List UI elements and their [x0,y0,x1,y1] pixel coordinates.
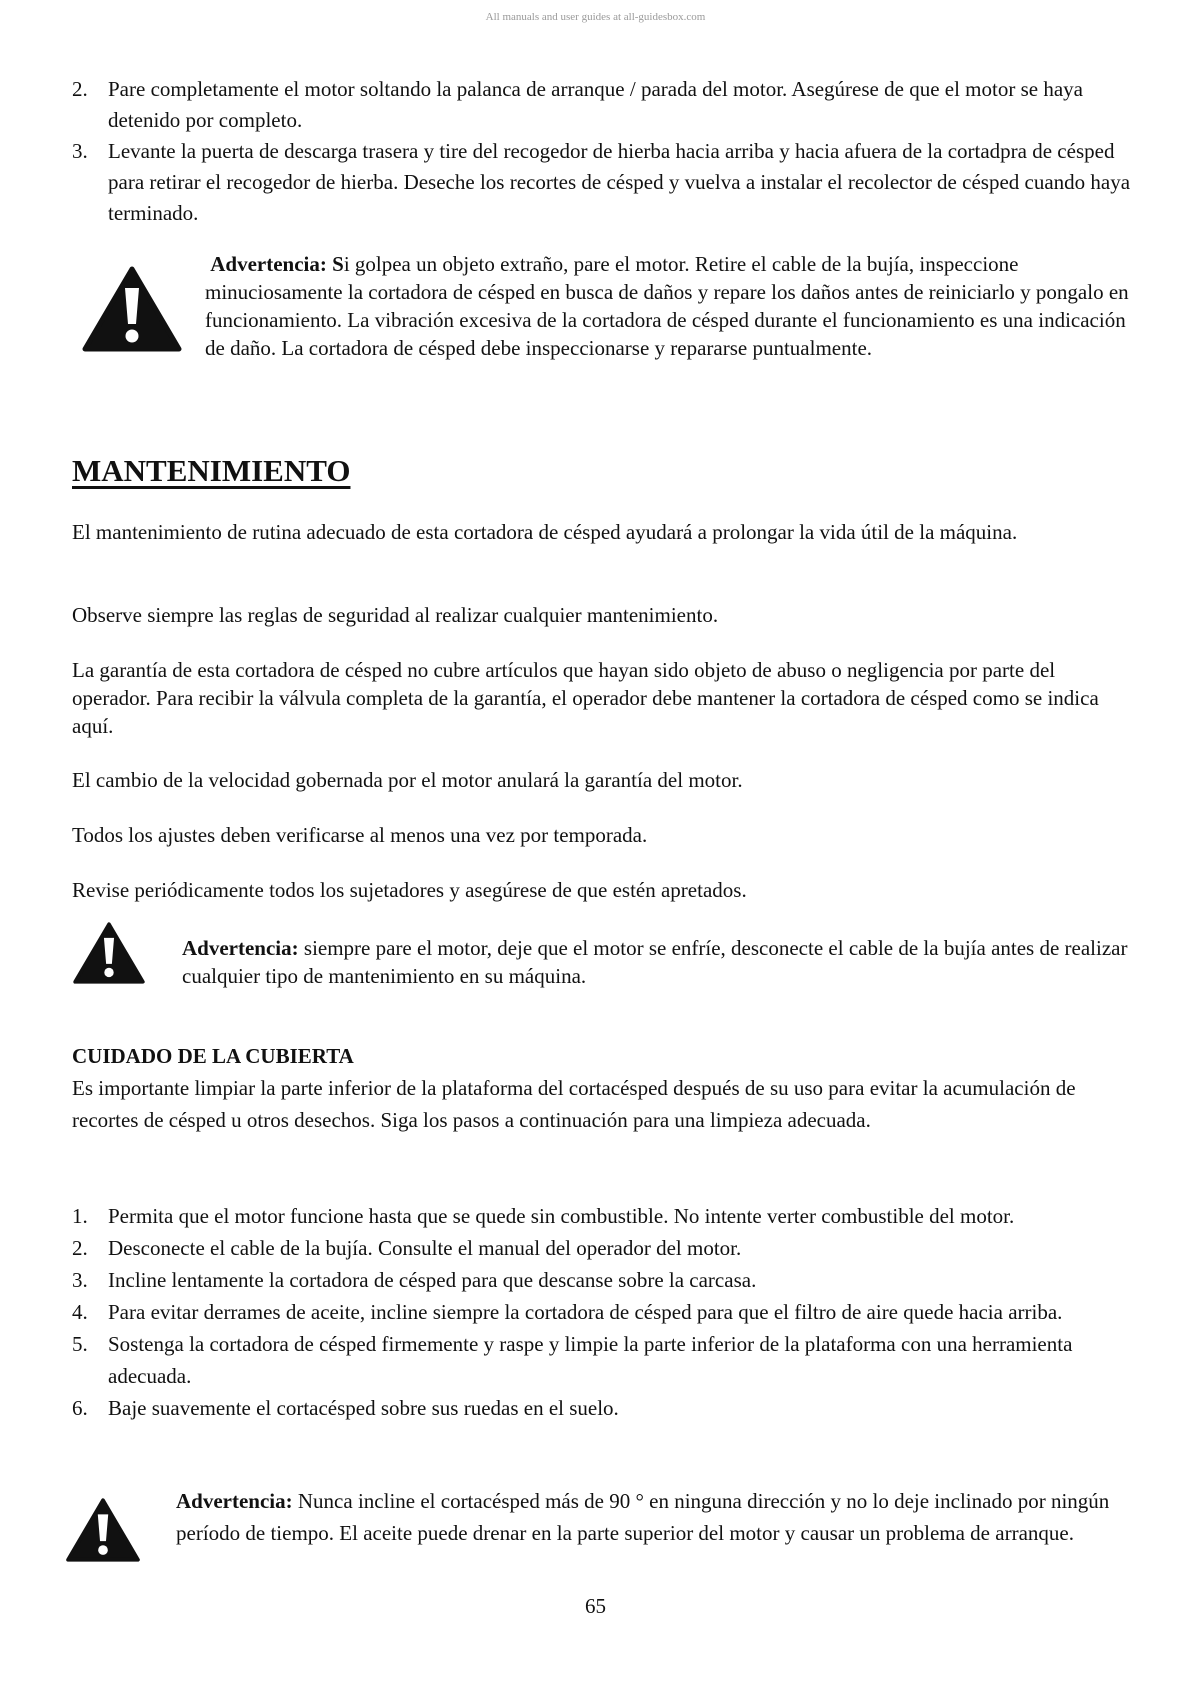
warning-label: Advertencia: S [210,252,344,276]
paragraph: Revise periódicamente todos los sujetadores y asegúrese de que estén apretados. [72,878,747,902]
page-number: 65 [585,1594,606,1618]
warning-text [205,250,1130,362]
list-item [72,74,1132,136]
list-text: Para evitar derrames de aceite, incline siempre la cortadora de césped para que el filtro de aire quede hacia arriba. [108,1300,1063,1324]
paragraph: El mantenimiento de rutina adecuado de esta cortadora de césped ayudará a prolongar la vida útil de la máquina. [72,520,1018,544]
warning-body: Nunca incline el cortacésped más de 90 ° en ninguna dirección y no lo deje inclinado por ningún período de tiempo. El aceite puede drenar en la parte superior del motor y causar un problema de arranque. [176,1489,1110,1545]
warning-triangle-icon [65,1498,141,1562]
list-text: Desconecte el cable de la bujía. Consulte el manual del operador del motor. [108,1236,742,1260]
list-number: 2. [72,77,88,101]
watermark: All manuals and user guides at all-guidesbox.com [485,11,706,23]
list-text: Incline lentamente la cortadora de césped para que descanse sobre la carcasa. [108,1268,757,1292]
warning-triangle-icon [72,922,146,984]
warning-body: i golpea un objeto extraño, pare el motor. Retire el cable de la bujía, inspeccione minuciosamente la cortadora de césped en busca de daños y repare los daños antes de reiniciarlo y pongalo en funcionamiento. La vibración excesiva de la cortadora de césped durante el funcionamiento es una indicación de daño. La cortadora de césped debe inspeccionarse y repararse puntualmente. [205,252,1129,360]
section-title: MANTENIMIENTO [72,453,351,488]
warning-label: Advertencia: [176,1489,293,1513]
warning-text [176,1485,1136,1549]
list-text: Pare completamente el motor soltando la palanca de arranque / parada del motor. Asegúrese de que el motor se haya detenido por completo. [108,77,1083,132]
deck-intro: Es importante limpiar la parte inferior de la plataforma del cortacésped después de su uso para evitar la acumulación de recortes de césped u otros desechos. Siga los pasos a continuación para una limpieza adecuada. [72,1076,1076,1132]
list-item [72,1232,1132,1264]
list-number: 6. [72,1396,88,1420]
list-number: 5. [72,1332,88,1356]
warning-label: Advertencia: [182,936,299,960]
paragraph: El cambio de la velocidad gobernada por el motor anulará la garantía del motor. [72,768,743,792]
list-number: 4. [72,1300,88,1324]
paragraph: La garantía de esta cortadora de césped no cubre artículos que hayan sido objeto de abuso o negligencia por parte del operador. Para recibir la válvula completa de la garantía, el operador debe mantener la cortadora de césped como se indica aquí. [72,658,1099,738]
list-item [72,1200,1132,1232]
list-text: Permita que el motor funcione hasta que se quede sin combustible. No intente verter combustible del motor. [108,1204,1015,1228]
list-number: 1. [72,1204,88,1228]
subsection-title: CUIDADO DE LA CUBIERTA [72,1044,354,1068]
list-item [72,1264,1132,1296]
list-item [72,1328,1132,1392]
top-steps-list [72,74,1132,229]
list-item [72,136,1132,229]
deck-steps-list [72,1200,1132,1424]
warning-body: siempre pare el motor, deje que el motor se enfríe, desconecte el cable de la bujía antes de realizar cualquier tipo de mantenimiento en su máquina. [182,936,1128,988]
list-text: Sostenga la cortadora de césped firmemente y raspe y limpie la parte inferior de la plataforma con una herramienta adecuada. [108,1332,1073,1388]
paragraph: Observe siempre las reglas de seguridad al realizar cualquier mantenimiento. [72,603,719,627]
list-item [72,1296,1132,1328]
warning-text [182,934,1132,990]
list-text: Baje suavemente el cortacésped sobre sus ruedas en el suelo. [108,1396,619,1420]
paragraph: Todos los ajustes deben verificarse al menos una vez por temporada. [72,823,648,847]
list-text: Levante la puerta de descarga trasera y tire del recogedor de hierba hacia arriba y hacia afuera de la cortadpra de césped para retirar el recogedor de hierba. Deseche los recortes de césped y vuelva a instalar el recolector de césped cuando haya terminado. [108,139,1131,225]
list-number: 3. [72,139,88,163]
list-number: 2. [72,1236,88,1260]
warning-triangle-icon [82,266,182,352]
list-number: 3. [72,1268,88,1292]
list-item [72,1392,1132,1424]
